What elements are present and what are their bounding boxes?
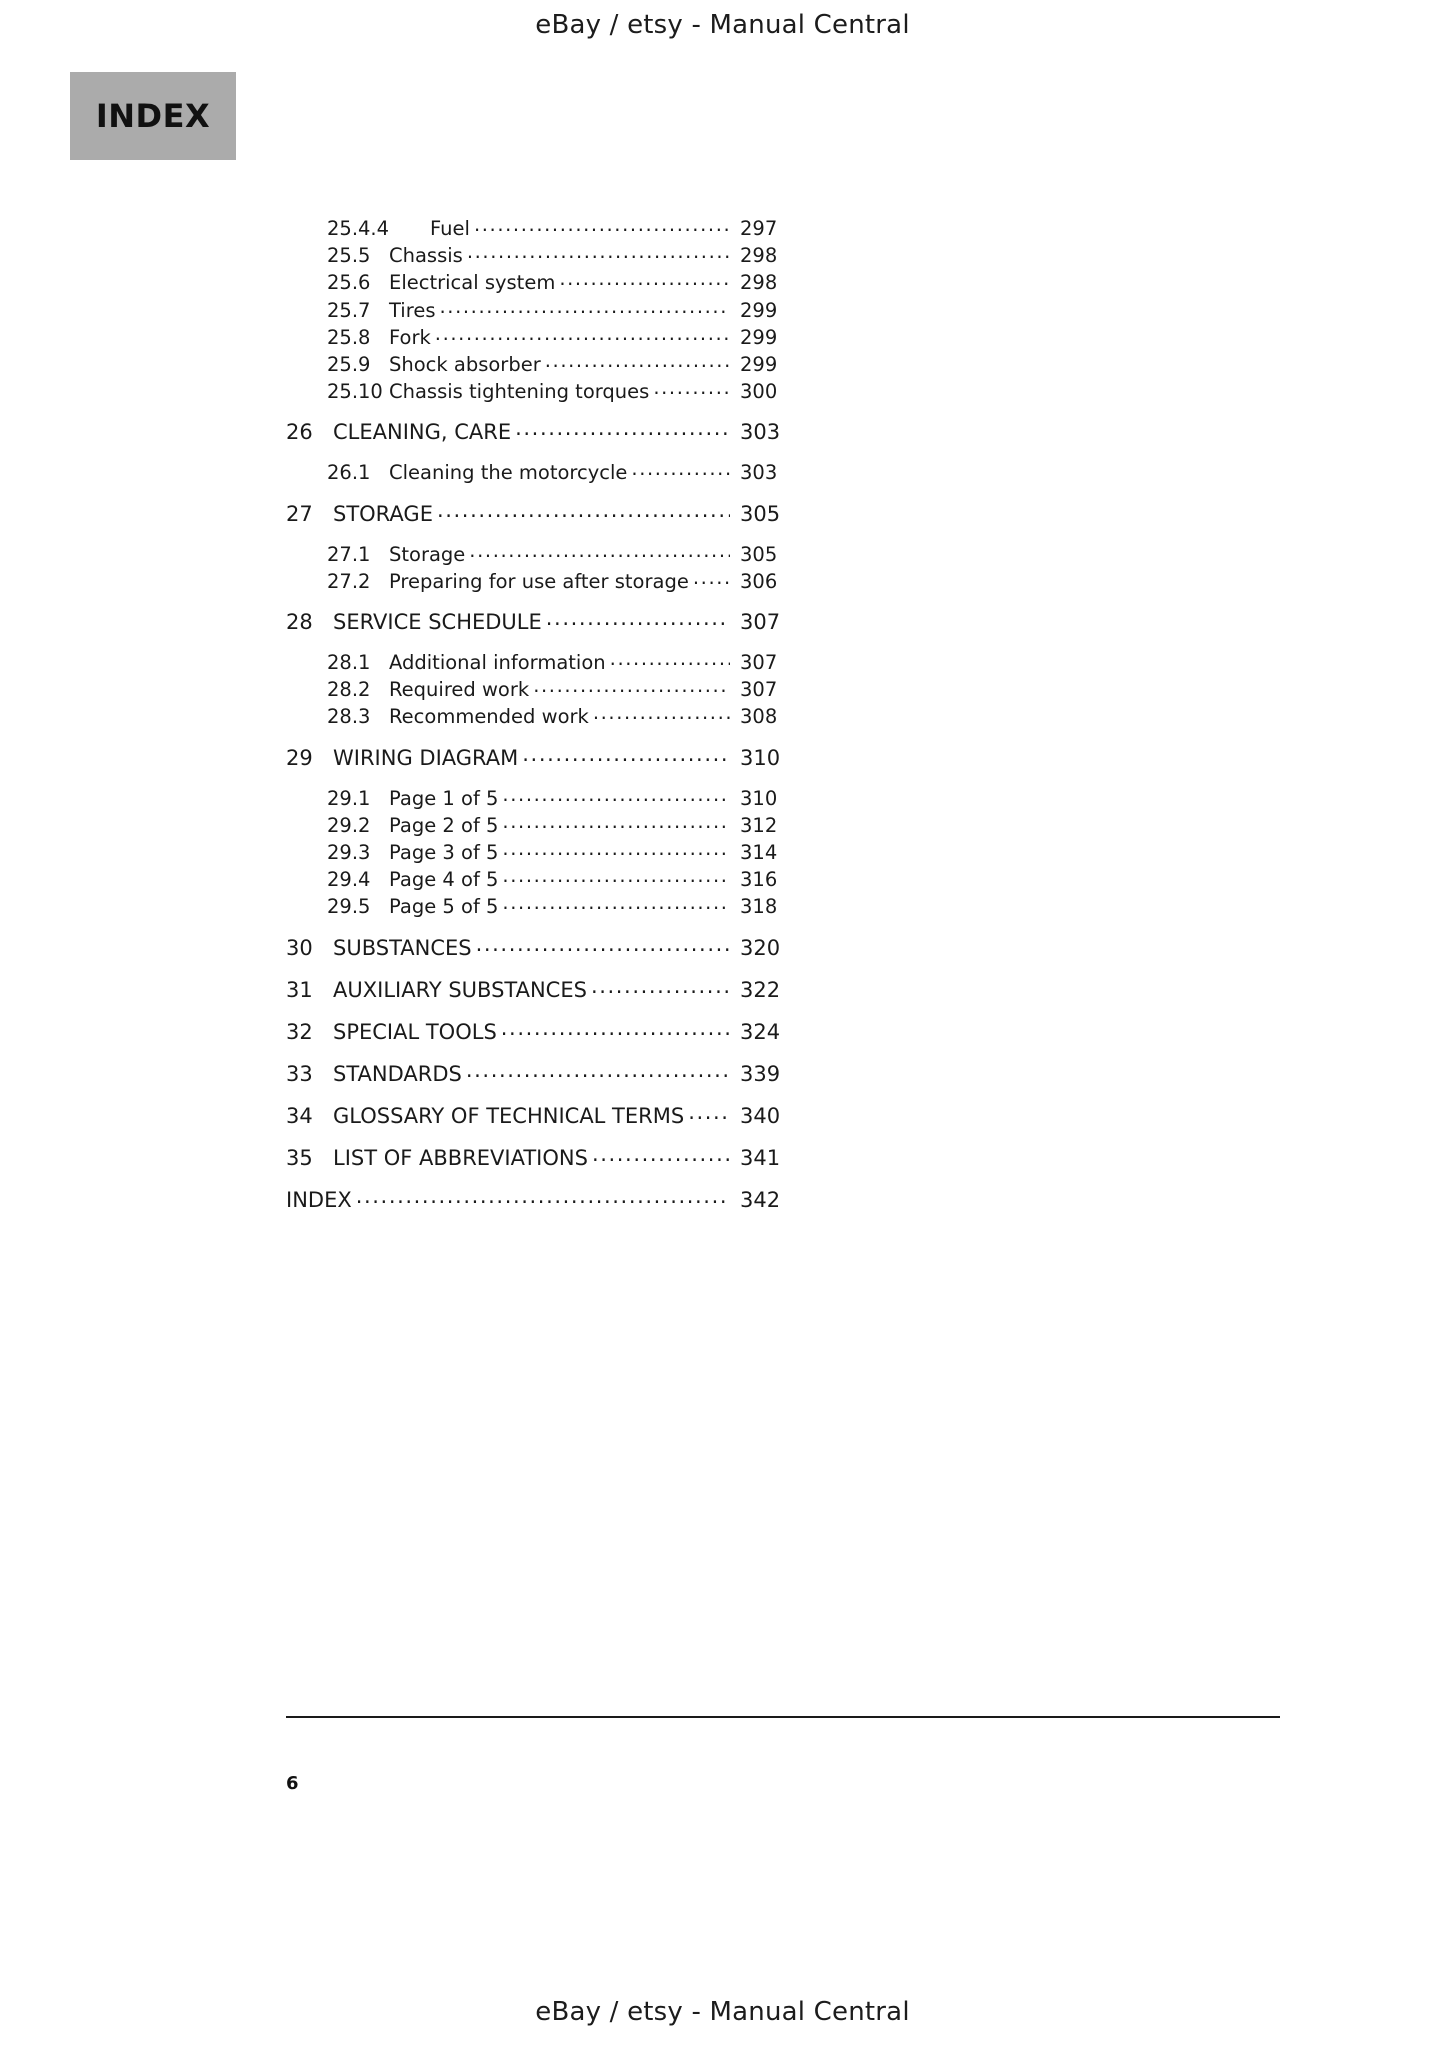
toc-leader-dots xyxy=(467,238,730,265)
toc-leader-dots xyxy=(533,672,730,699)
toc-entry-number: 30 xyxy=(286,935,313,960)
toc-entry-page: 342 xyxy=(740,1187,781,1212)
toc-leader-dots xyxy=(474,211,730,238)
toc-entry-number: 31 xyxy=(286,977,313,1002)
toc-leader-dots xyxy=(591,971,730,1001)
toc-entry[interactable] xyxy=(286,933,781,963)
toc-entry-title: Page 4 of 5 xyxy=(389,868,499,892)
toc-leader-dots xyxy=(515,413,730,443)
toc-leader-dots xyxy=(502,808,730,835)
toc-leader-dots xyxy=(559,265,730,292)
toc-entry-title: Chassis tightening torques xyxy=(389,380,650,404)
toc-entry-page: 312 xyxy=(740,813,778,837)
toc-entry-title: Page 5 of 5 xyxy=(389,895,499,919)
toc-entry-title: Page 1 of 5 xyxy=(389,786,499,810)
toc-entry-page: 306 xyxy=(740,569,778,593)
toc-leader-dots xyxy=(502,835,730,862)
toc-entry-page: 305 xyxy=(740,501,781,526)
toc-entry-page: 324 xyxy=(740,1019,781,1044)
toc-entry[interactable] xyxy=(286,893,776,920)
toc-entry-number: 25.6 xyxy=(327,271,371,295)
toc-entry-title: Storage xyxy=(389,542,466,566)
toc-entry-number: 29 xyxy=(286,745,313,770)
toc-leader-dots xyxy=(693,564,730,591)
toc-entry-page: 300 xyxy=(740,380,778,404)
toc-entry-number: 25.9 xyxy=(327,353,371,377)
toc-entry[interactable] xyxy=(286,417,781,447)
toc-entry-page: 307 xyxy=(740,678,778,702)
toc-entry-page: 339 xyxy=(740,1061,781,1086)
footer-divider xyxy=(286,1716,1280,1718)
toc-entry-page: 297 xyxy=(740,217,778,240)
toc-entry-page: 340 xyxy=(740,1103,781,1128)
toc-entry-number: 35 xyxy=(286,1145,313,1170)
toc-entry-number: 29.5 xyxy=(327,895,371,919)
toc-entry-page: 307 xyxy=(740,610,781,635)
toc-leader-dots xyxy=(502,781,730,808)
toc-leader-dots xyxy=(356,1181,730,1211)
toc-entry-title: Fuel xyxy=(430,217,470,240)
toc-entry-title: Electrical system xyxy=(389,271,556,295)
toc-entry-title: Chassis xyxy=(389,244,463,268)
toc-leader-dots xyxy=(545,347,730,374)
toc-entry-number: 25.4.4 xyxy=(327,217,390,240)
toc-leader-dots xyxy=(546,603,730,633)
toc-entry-page: 314 xyxy=(740,841,778,865)
section-tab-index xyxy=(70,72,236,160)
toc-entry-number: 25.5 xyxy=(327,244,371,268)
toc-entry-title: CLEANING, CARE xyxy=(333,420,512,445)
toc-leader-dots xyxy=(502,862,730,889)
toc-leader-dots xyxy=(592,1139,730,1169)
toc-entry-title: SERVICE SCHEDULE xyxy=(333,610,542,635)
toc-entry-number: 26.1 xyxy=(327,461,371,485)
toc-entry[interactable] xyxy=(286,743,781,773)
toc-leader-dots xyxy=(631,455,730,482)
table-of-contents xyxy=(286,215,781,1215)
toc-entry-number: 29.1 xyxy=(327,786,371,810)
toc-leader-dots xyxy=(522,739,730,769)
toc-entry-page: 320 xyxy=(740,935,781,960)
toc-entry-title: AUXILIARY SUBSTANCES xyxy=(333,977,587,1002)
toc-entry-number: 28.1 xyxy=(327,651,371,675)
toc-entry-page: 341 xyxy=(740,1145,781,1170)
toc-entry[interactable] xyxy=(286,1143,781,1173)
toc-leader-dots xyxy=(501,1013,730,1043)
toc-leader-dots xyxy=(688,1097,730,1127)
toc-entry-number: 25.7 xyxy=(327,298,371,322)
toc-entry-title: SPECIAL TOOLS xyxy=(333,1019,497,1044)
toc-entry-title: SUBSTANCES xyxy=(333,935,472,960)
toc-entry-title: Tires xyxy=(389,298,436,322)
toc-entry-page: 322 xyxy=(740,977,781,1002)
toc-entry-number: 27 xyxy=(286,501,313,526)
toc-entry-number: 28.2 xyxy=(327,678,371,702)
toc-entry-number: 25.10 xyxy=(327,380,383,404)
toc-entry[interactable] xyxy=(286,975,781,1005)
toc-entry-title: Cleaning the motorcycle xyxy=(389,461,628,485)
toc-entry-title: Required work xyxy=(389,678,530,702)
toc-entry[interactable] xyxy=(286,703,776,730)
toc-entry-page: 299 xyxy=(740,353,778,377)
toc-entry-number: 27.1 xyxy=(327,542,371,566)
toc-entry[interactable] xyxy=(286,568,776,595)
toc-entry-title: LIST OF ABBREVIATIONS xyxy=(333,1145,588,1170)
toc-entry-page: 298 xyxy=(740,244,778,268)
toc-entry[interactable] xyxy=(286,1101,781,1131)
toc-entry-title: Page 3 of 5 xyxy=(389,841,499,865)
toc-entry-title: Shock absorber xyxy=(389,353,541,377)
toc-entry[interactable] xyxy=(286,1059,781,1089)
running-foot: eBay / etsy - Manual Central xyxy=(535,1997,910,2027)
toc-entry-title: INDEX xyxy=(286,1187,352,1212)
toc-entry[interactable] xyxy=(286,1017,781,1047)
toc-entry-page: 299 xyxy=(740,298,778,322)
toc-leader-dots xyxy=(653,374,730,401)
toc-entry-number: 28.3 xyxy=(327,705,371,729)
toc-entry-number: 29.2 xyxy=(327,813,371,837)
toc-entry-number: 29.4 xyxy=(327,868,371,892)
toc-entry[interactable] xyxy=(286,459,776,486)
toc-leader-dots xyxy=(437,495,730,525)
toc-entry-page: 308 xyxy=(740,705,778,729)
toc-entry-title: Page 2 of 5 xyxy=(389,813,499,837)
toc-entry-number: 34 xyxy=(286,1103,313,1128)
toc-entry-page: 298 xyxy=(740,271,778,295)
toc-entry-number: 32 xyxy=(286,1019,313,1044)
toc-entry-title: STANDARDS xyxy=(333,1061,462,1086)
toc-leader-dots xyxy=(469,537,730,564)
toc-leader-dots xyxy=(502,889,730,916)
toc-entry-page: 305 xyxy=(740,542,778,566)
toc-entry-page: 310 xyxy=(740,745,781,770)
page-number: 6 xyxy=(286,1773,299,1794)
toc-entry-title: WIRING DIAGRAM xyxy=(333,745,519,770)
toc-entry-number: 28 xyxy=(286,610,313,635)
toc-entry-title: GLOSSARY OF TECHNICAL TERMS xyxy=(333,1103,685,1128)
toc-entry-number: 26 xyxy=(286,420,313,445)
toc-entry-page: 303 xyxy=(740,461,778,485)
toc-entry-title: Additional information xyxy=(389,651,606,675)
toc-leader-dots xyxy=(476,929,730,959)
toc-entry-page: 303 xyxy=(740,420,781,445)
toc-leader-dots xyxy=(439,293,730,320)
toc-entry-title: STORAGE xyxy=(333,501,433,526)
toc-entry[interactable] xyxy=(286,1185,781,1215)
section-tab-label: INDEX xyxy=(95,97,211,135)
toc-entry-title: Fork xyxy=(389,325,431,349)
toc-entry-number: 29.3 xyxy=(327,841,371,865)
toc-entry-page: 318 xyxy=(740,895,778,919)
toc-entry-title: Recommended work xyxy=(389,705,589,729)
toc-entry[interactable] xyxy=(286,378,776,405)
toc-entry[interactable] xyxy=(286,499,781,529)
toc-entry-number: 27.2 xyxy=(327,569,371,593)
toc-entry-page: 310 xyxy=(740,786,778,810)
toc-leader-dots xyxy=(435,320,730,347)
toc-entry-page: 299 xyxy=(740,325,778,349)
toc-entry-number: 25.8 xyxy=(327,325,371,349)
toc-entry-title: Preparing for use after storage xyxy=(389,569,689,593)
toc-entry[interactable] xyxy=(286,607,781,637)
toc-leader-dots xyxy=(466,1055,730,1085)
toc-leader-dots xyxy=(610,645,730,672)
toc-entry-page: 316 xyxy=(740,868,778,892)
toc-entry-page: 307 xyxy=(740,651,778,675)
toc-entry-number: 33 xyxy=(286,1061,313,1086)
toc-leader-dots xyxy=(593,699,730,726)
running-head: eBay / etsy - Manual Central xyxy=(535,10,910,40)
